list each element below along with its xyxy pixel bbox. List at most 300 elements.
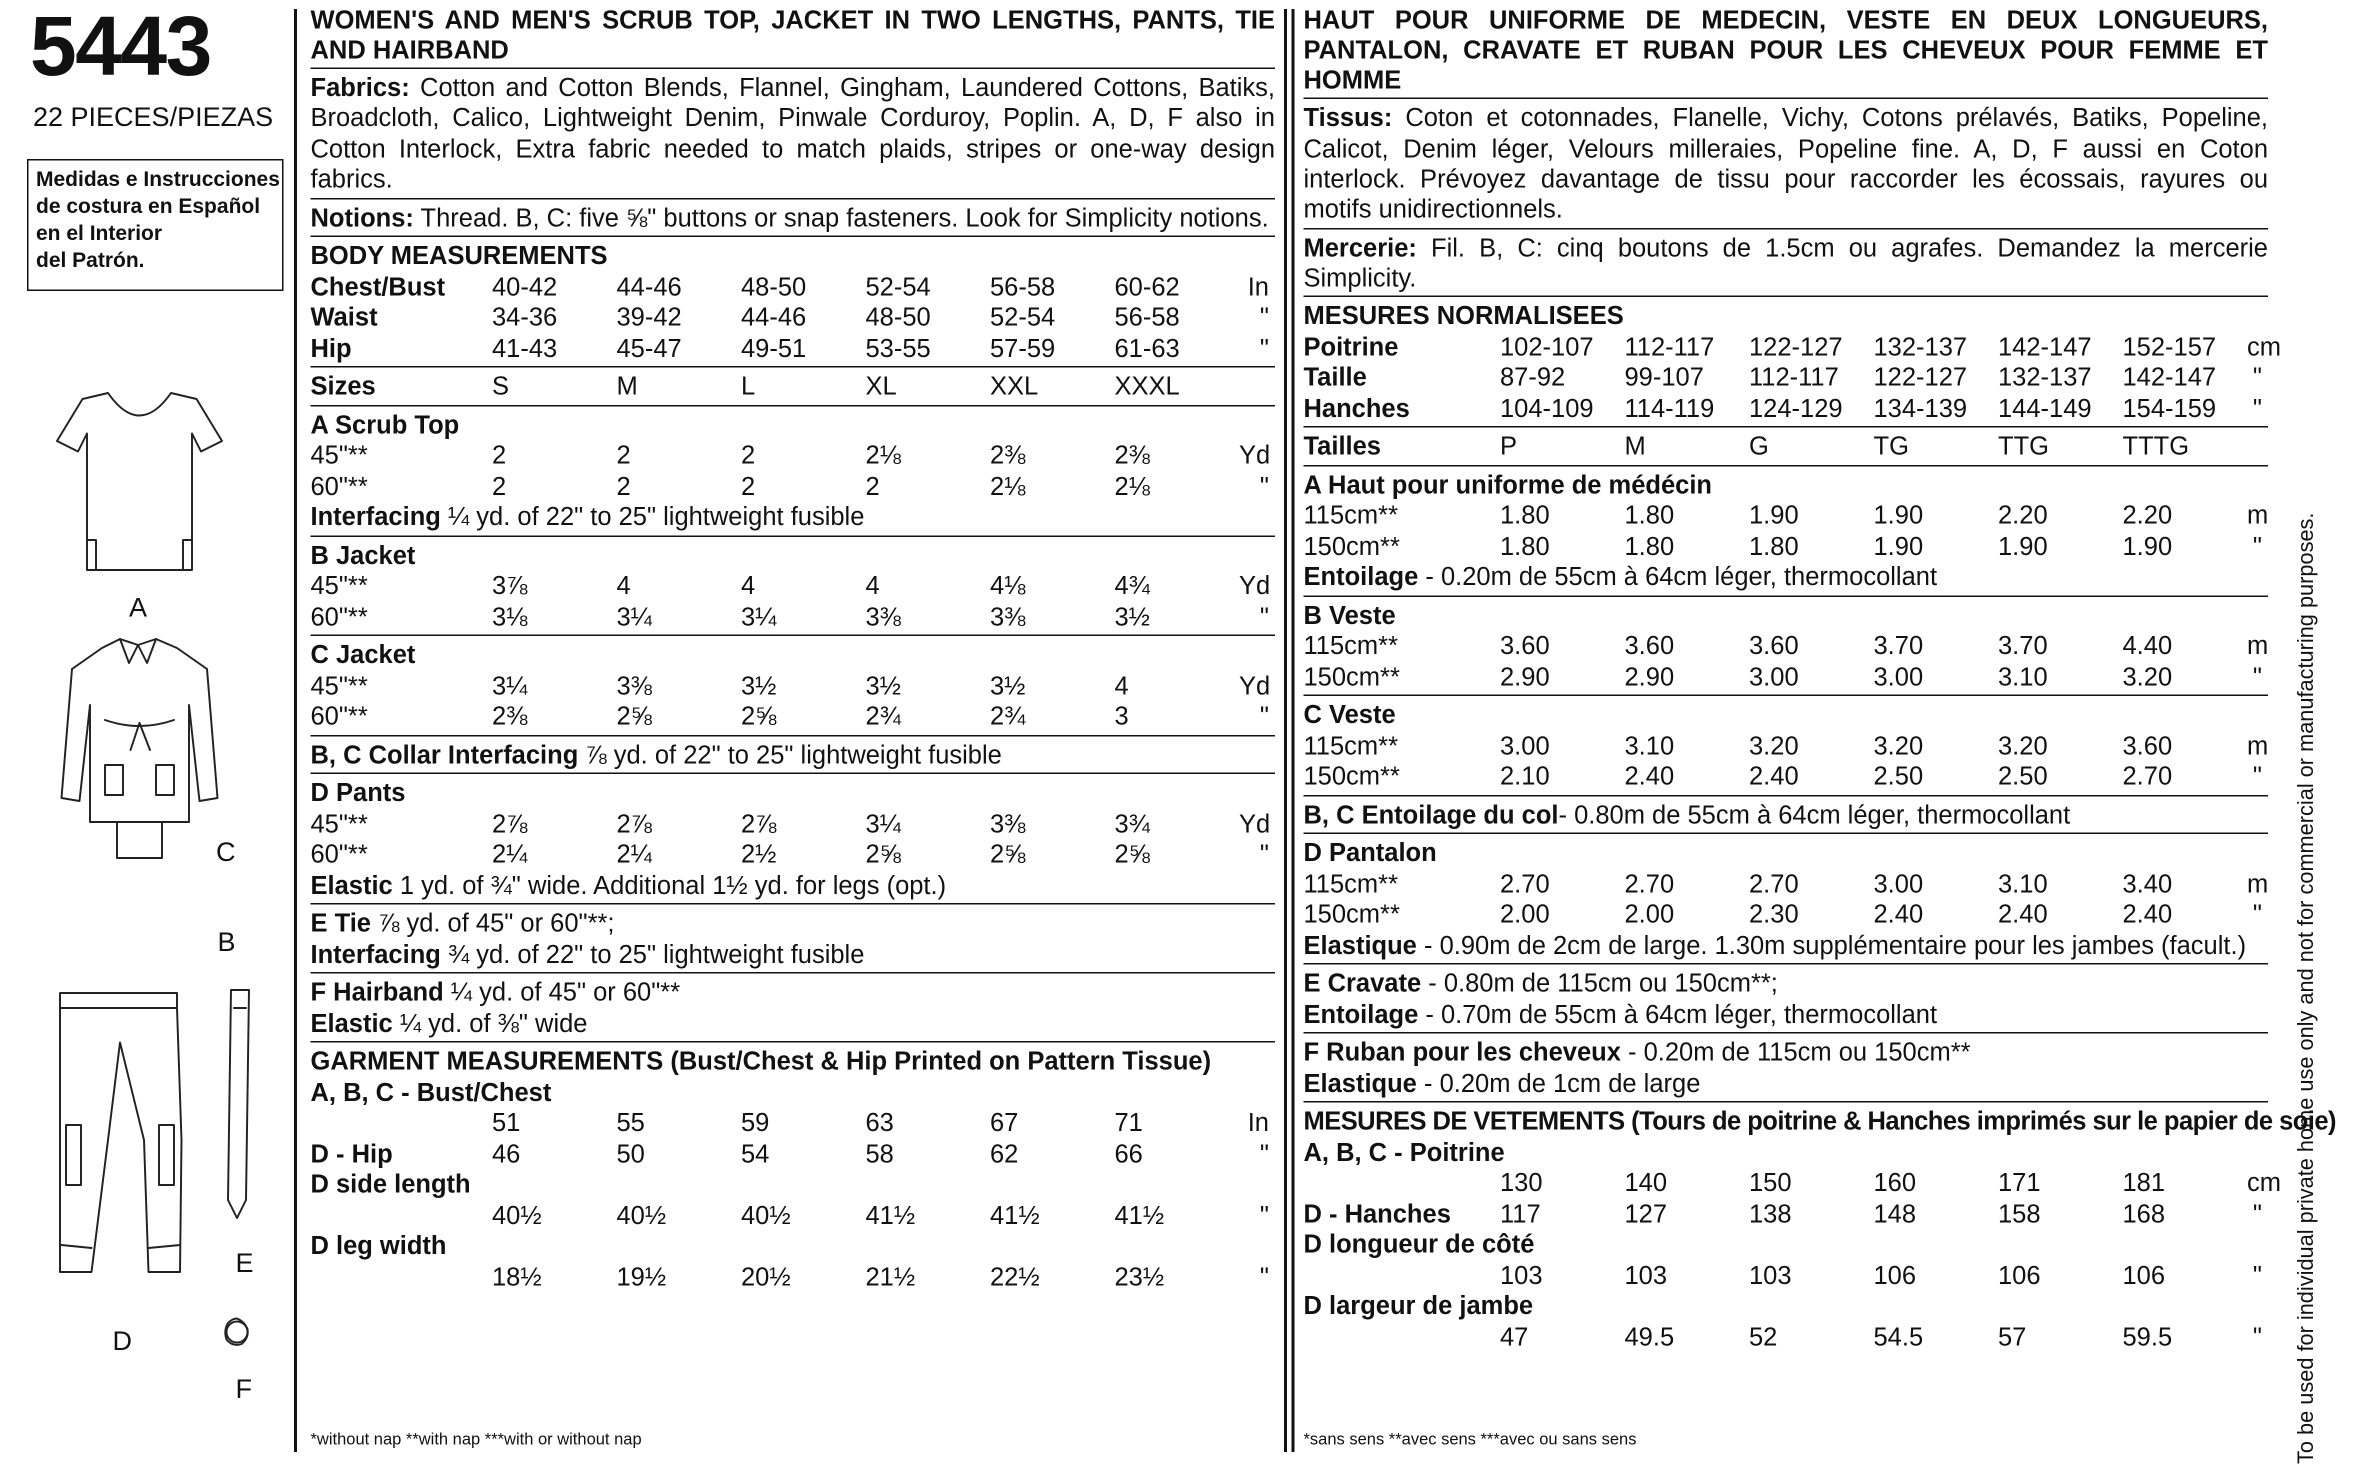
scrub-top-drawing [57,393,222,570]
row-value: 2.70 [1500,869,1550,899]
elastic-label: Elastic [310,1008,393,1038]
row-value: 2⅛ [1114,471,1150,501]
sizes-en [492,372,1239,403]
row-value: 3.60 [1500,632,1550,661]
size-value: XXL [990,372,1039,401]
measurement-row [311,572,1276,603]
interfacing-text: ¼ yd. of 22" to 25" lightweight fusible [447,502,865,532]
row-value: 56-58 [990,272,1056,301]
row-value: 3.10 [1998,662,2048,692]
row-value: 39-42 [616,303,682,332]
row-value: 152-157 [2122,332,2217,362]
size-value: 46 [492,1139,521,1168]
row-value: 49-51 [741,333,807,363]
title-fr: HAUT POUR UNIFORME DE MEDECIN, VESTE EN DEUX LONGUEURS, PANTALON, CRAVATE ET RUBAN POUR LES CHEVEUX POUR FEMME ET HOMME [1303,6,2268,95]
size-value: 138 [1749,1199,1792,1229]
row-value: 60-62 [1114,272,1180,301]
row-value: 3⅞ [492,571,528,601]
size-value: 57 [1998,1322,2027,1352]
row-unit: " [1259,840,1269,869]
notions-text-en: Thread. B, C: five ⅝" buttons or snap fasteners. Look for Simplicity notions. [420,203,1269,232]
row-value: 2.90 [1500,662,1550,692]
row-value: 2⅝ [865,840,901,869]
fabrics-text-en: Cotton and Cotton Blends, Flannel, Gingham, Laundered Cottons, Batiks, Broadcloth, Calico, Lightweight Denim, Pinwale Corduroy, Poplin. A, D, F also in Cotton Interlock, Extra fabric needed to match plaids, stripes or one-way design fabrics. [310,73,1275,194]
row-value: 2 [741,471,756,501]
unit: " [1259,1139,1269,1168]
notions-label-fr: Mercerie: [1303,233,1417,263]
interfacing-label: Entoilage [1303,1000,1419,1029]
row-value: 2⅞ [741,809,777,838]
jacket-drawing [62,639,218,858]
row-value: 3.40 [2122,869,2173,899]
collar-text-fr: - 0.80m de 55cm à 64cm léger, thermocollant [1558,800,2071,830]
view-a-yardage-en [311,410,1276,536]
row-value: 1.90 [2122,532,2173,561]
size-value: 140 [1624,1169,1668,1198]
view-d-heading-fr: D Pantalon [1303,839,1437,868]
garment-hip-label-en: D - Hip [310,1139,393,1168]
size-value: 58 [865,1139,894,1168]
size-value: 55 [616,1108,645,1138]
size-value: 41½ [865,1200,916,1230]
row-value: 4 [616,571,631,601]
row-label: Taille [1303,363,1367,393]
view-a-heading-en: A Scrub Top [310,410,460,439]
size-value: 47 [1500,1322,1529,1352]
unit: cm [2247,1169,2282,1198]
view-e-label-en: E Tie [310,909,371,938]
row-value: 102-107 [1500,332,1594,362]
row-value: 3.00 [1749,662,1799,692]
size-value: TTG [1998,432,2049,462]
row-value: 2⅝ [741,702,777,731]
row-value: 3.10 [1624,731,1675,761]
unit: " [2252,1261,2262,1290]
row-value: 99-107 [1624,363,1704,393]
row-value: 56-58 [1114,303,1180,332]
row-value: 4.40 [2122,632,2173,661]
row-value: 3.60 [1624,632,1675,661]
row-value: 4¾ [1114,571,1150,601]
row-value: 134-139 [1873,394,1968,423]
size-value: 41½ [1114,1200,1165,1230]
measurement-row [1304,663,2269,694]
row-unit: " [2252,900,2262,930]
view-c-yardage-en [311,641,1276,736]
measurement-row [311,602,1276,633]
garment-hip-values [492,1139,1239,1170]
row-unit: Yd [1239,671,1271,700]
collar-text-en: ⅞ yd. of 22" to 25" lightweight fusible [585,740,1002,769]
size-value: 181 [2122,1169,2166,1198]
row-value: 3.10 [1998,869,2048,899]
row-value: 40-42 [492,272,558,301]
measurement-row [311,809,1276,840]
leg-width-values [1500,1323,2247,1354]
row-value: 114-119 [1624,394,1715,423]
row-value: 1.80 [1500,532,1550,561]
row-value: 3.60 [2122,731,2173,761]
row-label: 45"** [310,671,368,700]
row-value: 3¼ [741,602,777,631]
row-value: 2⅞ [616,809,652,838]
sizes-label-fr: Tailles [1303,432,1381,462]
view-c-heading-en: C Jacket [310,640,416,670]
row-value: 2 [492,441,507,470]
size-value: 40½ [741,1200,791,1230]
measurement-row [1304,532,2269,563]
row-value: 4⅛ [990,571,1026,601]
row-value: 132-137 [1873,332,1968,362]
view-a-yardage-fr [1304,471,2269,597]
row-label: 150cm** [1303,662,1400,692]
garment-bust-label-en: A, B, C - Bust/Chest [310,1077,552,1107]
size-value: 127 [1624,1199,1668,1229]
row-value: 3.00 [1500,731,1550,761]
size-value: 106 [2122,1261,2166,1290]
row-value: 3⅜ [990,602,1026,631]
row-value: 2.20 [2122,501,2173,531]
row-value: 3⅛ [492,602,528,631]
view-f-text-en: ¼ yd. of 45" or 60"** [450,978,681,1007]
measurement-row [311,334,1276,365]
row-unit: " [1259,471,1269,501]
hairband-drawing [225,1319,247,1345]
row-value: 61-63 [1114,333,1180,363]
measurement-row [311,840,1276,871]
sizes-row-fr [1304,433,2269,467]
tie-drawing [228,990,249,1218]
rule-left [294,9,296,1452]
pieces-count: 22 PIECES/PIEZAS [33,102,274,132]
view-d-heading-en: D Pants [310,778,406,808]
art-label-f: F [235,1374,252,1404]
elastic-text: ¼ yd. of ⅜" wide [399,1008,588,1038]
view-e-label-fr: E Cravate [1303,969,1422,999]
art-label-a: A [129,592,148,623]
row-value: 112-117 [1749,363,1839,393]
row-unit: m [2247,731,2269,761]
spanish-note-line: de costura en Español [36,193,261,218]
row-value: 2⅝ [990,840,1026,869]
row-value: 4 [865,571,880,601]
row-value: 3 [1114,702,1129,731]
spanish-note-line: del Patrón. [36,247,145,272]
footnote-en: *without nap **with nap ***with or without nap [310,1431,642,1449]
view-d-yardage-en [311,779,1276,905]
row-value: 2.40 [1624,762,1675,792]
leg-width-label-fr: D largeur de jambe [1303,1292,1534,1321]
row-value: 2 [492,471,507,501]
elastic-text: - 0.90m de 2cm de large. 1.30m supplémentaire pour les jambes (facult.) [1423,931,2247,960]
row-value: 122-127 [1873,363,1968,393]
row-value: 41-43 [492,333,558,363]
interfacing-label: Interfacing [310,502,441,532]
row-label: 60"** [310,602,368,631]
row-label: Hip [310,333,352,363]
garment-bust-label-fr: A, B, C - Poitrine [1303,1138,1505,1167]
row-value: 2½ [741,840,777,869]
row-value: 1.80 [1624,501,1675,531]
row-value: 2.00 [1500,900,1550,930]
row-value: 3.70 [1873,632,1924,661]
row-value: 142-147 [2122,363,2217,393]
row-value: 2⅝ [616,702,652,731]
row-value: 2¾ [990,702,1026,731]
garment-heading-en: GARMENT MEASUREMENTS (Bust/Chest & Hip Printed on Pattern Tissue) [310,1047,1212,1076]
row-value: 3.60 [1749,632,1799,661]
row-label: Hanches [1303,394,1410,423]
row-label: 45"** [310,441,368,470]
row-label: Poitrine [1303,332,1399,362]
size-value: 21½ [865,1262,916,1291]
size-value: 40½ [616,1200,667,1230]
view-f-label-en: F Hairband [310,978,444,1007]
collar-label-fr: B, C Entoilage du col [1303,800,1559,830]
interfacing-text: - 0.70m de 55cm à 64cm léger, thermocollant [1425,1000,1938,1029]
row-label: 115cm** [1303,501,1398,531]
fabrics-text-fr: Coton et cotonnades, Flanelle, Vichy, Cotons prélavés, Batiks, Popeline, Calicot, Denim léger, Velours milleraies, Popeline fine. A, D, F aussi en Coton interlock. Prévoyez davantage de tissu pour raccorder les écossais, rayures ou motifs unidirectionnels. [1303,103,2268,224]
measurement-row [1304,364,2269,395]
measurement-row [1304,632,2269,663]
row-unit: " [1259,333,1269,363]
pants-drawing [60,993,182,1272]
art-label-d: D [112,1326,132,1356]
measurement-row [311,272,1276,303]
size-value: 171 [1998,1169,2041,1198]
size-value: TG [1873,432,1909,462]
measurement-row [1304,394,2269,425]
row-value: 53-55 [865,333,931,363]
footnote-fr: *sans sens **avec sens ***avec ou sans sens [1303,1431,1637,1449]
row-value: 2.00 [1624,900,1675,930]
row-label: 150cm** [1303,900,1400,930]
row-value: 3½ [741,671,777,700]
row-value: 2 [616,441,631,470]
row-value: 122-127 [1749,332,1843,362]
row-value: 2⅛ [990,471,1026,501]
unit: In [1247,1108,1269,1138]
row-value: 2¼ [492,840,528,869]
view-c-yardage-fr [1304,701,2269,796]
body-measurements-en [311,242,1276,368]
garment-measurements-fr [1303,1107,2336,1356]
view-f-label-fr: F Ruban pour les cheveux [1303,1038,1621,1068]
leg-width-label-en: D leg width [310,1231,447,1261]
body-heading-en: BODY MEASUREMENTS [310,241,608,271]
row-value: 2.30 [1749,900,1799,930]
row-unit: " [2252,662,2262,692]
size-value: 158 [1998,1199,2041,1229]
art-label-b: B [217,927,236,957]
size-value: 20½ [741,1262,791,1291]
row-value: 48-50 [741,272,807,301]
measurement-row [311,702,1276,733]
garment-line-art [0,0,300,1469]
notions-label-en: Notions: [310,203,414,232]
view-f-text-fr: - 0.20m de 115cm ou 150cm** [1628,1038,1971,1068]
view-e-text-en: ⅞ yd. of 45" or 60"**; [378,909,615,938]
row-label: 115cm** [1303,731,1398,761]
view-b-yardage-en [311,541,1276,636]
row-value: 2.70 [1749,869,1799,899]
interfacing-label: Entoilage [1303,563,1419,592]
side-length-label-en: D side length [310,1170,471,1199]
spanish-note-line: Medidas e Instrucciones [36,166,280,191]
row-value: 2.90 [1624,662,1675,692]
row-value: 2.10 [1500,762,1550,792]
view-a-heading-fr: A Haut pour uniforme de médécin [1303,470,1713,500]
row-unit: " [2252,762,2262,792]
garment-bust-values [492,1109,1239,1140]
row-unit: m [2247,869,2269,899]
size-value: 59.5 [2122,1322,2173,1352]
measurement-row [311,472,1276,503]
row-value: 3⅜ [990,809,1026,838]
title-en: WOMEN'S AND MEN'S SCRUB TOP, JACKET IN TWO LENGTHS, PANTS, TIE AND HAIRBAND [310,6,1275,65]
row-value: 3.70 [1998,632,2048,661]
pattern-number: 5443 [30,0,211,93]
size-value: 148 [1873,1199,1917,1229]
row-value: 154-159 [2122,394,2217,423]
row-unit: " [2252,532,2262,561]
row-value: 2⅞ [492,809,528,838]
row-unit: m [2247,501,2269,531]
size-value: 103 [1500,1261,1543,1290]
sizes-label-en: Sizes [310,372,376,401]
row-value: 45-47 [616,333,682,363]
row-value: 2.40 [1749,762,1799,792]
unit: " [1259,1200,1269,1230]
measurement-row [311,671,1276,702]
rule-middle-a [1284,9,1286,1452]
row-value: 3.00 [1873,869,1924,899]
measurement-row [1304,763,2269,794]
row-value: 34-36 [492,303,558,332]
garment-hip-label-fr: D - Hanches [1303,1199,1451,1229]
row-unit: Yd [1239,441,1271,470]
side-length-label-fr: D longueur de côté [1303,1230,1535,1260]
side-length-values [1500,1261,2247,1292]
sizes-fr [1500,433,2247,464]
row-label: 45"** [310,809,368,838]
row-value: 2⅜ [1114,441,1150,470]
row-value: 3¼ [492,671,528,700]
row-value: 132-137 [1998,363,2092,393]
measurement-row [311,303,1276,334]
view-d-yardage-fr [1304,839,2269,965]
interfacing-label: Interfacing [310,939,441,969]
size-value: 168 [2122,1199,2166,1229]
size-value: M [616,372,638,401]
collar-label-en: B, C Collar Interfacing [310,740,579,769]
notions-text-fr: Fil. B, C: cinq boutons de 1.5cm ou agrafes. Demandez la mercerie Simplicity. [1303,233,2268,293]
size-value: 49.5 [1624,1322,1675,1352]
size-value: 50 [616,1139,645,1168]
view-b-heading-en: B Jacket [310,540,416,570]
size-value: 103 [1749,1261,1792,1290]
row-value: 1.90 [1873,501,1924,531]
row-value: 2.70 [2122,762,2173,792]
size-value: 59 [741,1108,770,1138]
measurement-row [1304,732,2269,763]
size-value: 106 [1873,1261,1917,1290]
measurement-row [1304,901,2269,932]
row-value: 2.50 [1998,762,2048,792]
size-value: 66 [1114,1139,1143,1168]
row-value: 2⅜ [492,702,528,731]
row-value: 3⅜ [865,602,901,631]
garment-bust-values [1500,1169,2247,1200]
row-unit: Yd [1239,571,1271,601]
size-value: 41½ [990,1200,1040,1230]
english-column [311,6,1276,1458]
size-value: 63 [865,1108,894,1138]
row-label: 150cm** [1303,532,1400,561]
size-value: L [741,372,756,401]
view-b-yardage-fr [1304,601,2269,696]
size-value: 71 [1114,1108,1143,1138]
row-value: 3½ [1114,602,1150,631]
row-value: 2 [741,441,756,470]
size-value: 18½ [492,1262,542,1291]
art-label-c: C [216,837,236,867]
elastic-label: Elastique [1303,931,1417,960]
row-value: 3.20 [1998,731,2048,761]
row-value: 3¼ [616,602,652,631]
fabrics-label-en: Fabrics: [310,73,410,103]
row-unit: Yd [1239,809,1271,838]
row-value: 44-46 [741,303,807,332]
row-value: 44-46 [616,272,682,301]
row-label: 60"** [310,702,368,731]
rule-middle-b [1292,9,1294,1452]
size-value: M [1624,432,1646,462]
row-label: 45"** [310,571,368,601]
row-value: 112-117 [1624,332,1715,362]
row-value: 1.90 [1998,532,2048,561]
row-unit: " [1259,702,1269,731]
view-c-heading-fr: C Veste [1303,701,1396,730]
measurement-row [1304,502,2269,533]
size-value: 67 [990,1108,1019,1138]
size-value: 62 [990,1139,1019,1168]
size-value: 160 [1873,1169,1917,1198]
elastic-label: Elastic [310,870,393,900]
size-value: XXXL [1114,372,1180,401]
row-value: 4 [741,571,756,601]
fabrics-label-fr: Tissus: [1303,103,1393,133]
unit: " [2252,1322,2262,1352]
row-value: 2¾ [865,702,901,731]
row-value: 3.20 [2122,662,2173,692]
size-value: 52 [1749,1322,1778,1352]
row-value: 2⅜ [990,441,1026,470]
row-unit: In [1247,272,1269,301]
size-value: 23½ [1114,1262,1165,1291]
measurement-row [1303,332,2282,364]
sizes-row-en [311,372,1276,406]
row-value: 124-129 [1749,394,1843,423]
row-value: 1.80 [1749,532,1799,561]
garment-measurements-en [311,1047,1276,1295]
measurement-row [1304,870,2269,901]
size-value: 106 [1998,1261,2041,1290]
row-value: 2.20 [1998,501,2048,531]
view-b-heading-fr: B Veste [1303,601,1396,630]
view-e-text-fr: - 0.80m de 115cm ou 150cm**; [1428,969,1778,999]
row-value: 48-50 [865,303,931,332]
